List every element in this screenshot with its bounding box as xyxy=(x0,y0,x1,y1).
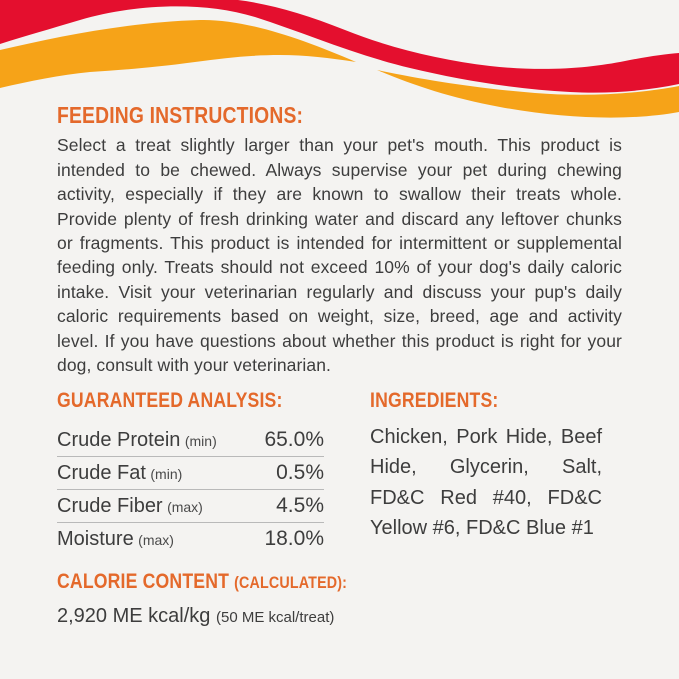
feeding-instructions-heading xyxy=(57,103,622,128)
calorie-content-heading-text: CALORIE CONTENT (CALCULATED): xyxy=(57,569,348,593)
table-row xyxy=(57,490,324,523)
calorie-value: 2,920 ME kcal/kg xyxy=(57,604,211,627)
nutrient-label: Crude Protein (min) xyxy=(57,428,217,451)
guaranteed-analysis-table xyxy=(57,424,324,555)
nutrient-label: Crude Fiber (max) xyxy=(57,494,203,517)
ingredients-heading-text: INGREDIENTS: xyxy=(370,389,499,413)
feeding-instructions-body: Select a treat slightly larger than your pet's mouth. This product is intended to be chewed. Always supervise your pet during chewing activity, especially if they are known to swallow their treats whole. Provide plenty of fresh drinking water and discard any leftover chunks or fragments. This product is intended for intermittent or supplemental feeding only. Treats should not exceed 10% of your dog's daily caloric intake. Visit your veterinarian regularly and discuss your pup's daily caloric requirements based on weight, size, breed, age and activity level. If you have questions about whether this product is right for your dog, consult with your veterinarian. xyxy=(57,135,622,375)
calorie-content-heading xyxy=(57,569,348,594)
calorie-value-line xyxy=(57,604,335,628)
nutrient-value: 18.0% xyxy=(264,526,324,550)
guaranteed-analysis-heading xyxy=(57,389,324,413)
feeding-instructions-heading-text: FEEDING INSTRUCTIONS: xyxy=(57,102,304,128)
guaranteed-analysis-section xyxy=(57,389,348,627)
nutrient-qualifier: (min) xyxy=(150,465,183,482)
table-row xyxy=(57,523,324,555)
nutrient-value: 0.5% xyxy=(276,460,324,484)
nutrient-qualifier: (min) xyxy=(184,432,217,449)
nutrient-value: 4.5% xyxy=(276,493,324,517)
calorie-value-note: (50 ME kcal/treat) xyxy=(215,608,335,626)
nutrient-qualifier: (max) xyxy=(138,531,174,548)
nutrient-label: Moisture (max) xyxy=(57,527,174,550)
table-row xyxy=(57,424,324,457)
ingredients-section xyxy=(370,389,622,627)
ingredients-list: Chicken, Pork Hide, Beef Hide, Glycerin, Salt, FD&C Red #40, FD&C Yellow #6, FD&C Blue #1 xyxy=(370,425,602,539)
lower-columns xyxy=(57,389,622,627)
nutrient-label: Crude Fat (min) xyxy=(57,461,183,484)
ingredients-heading xyxy=(370,389,622,413)
nutrient-value: 65.0% xyxy=(264,427,324,451)
guaranteed-analysis-heading-text: GUARANTEED ANALYSIS: xyxy=(57,389,283,413)
table-row xyxy=(57,457,324,490)
calorie-heading-qualifier: (CALCULATED): xyxy=(234,572,348,592)
nutrient-qualifier: (max) xyxy=(167,498,203,515)
